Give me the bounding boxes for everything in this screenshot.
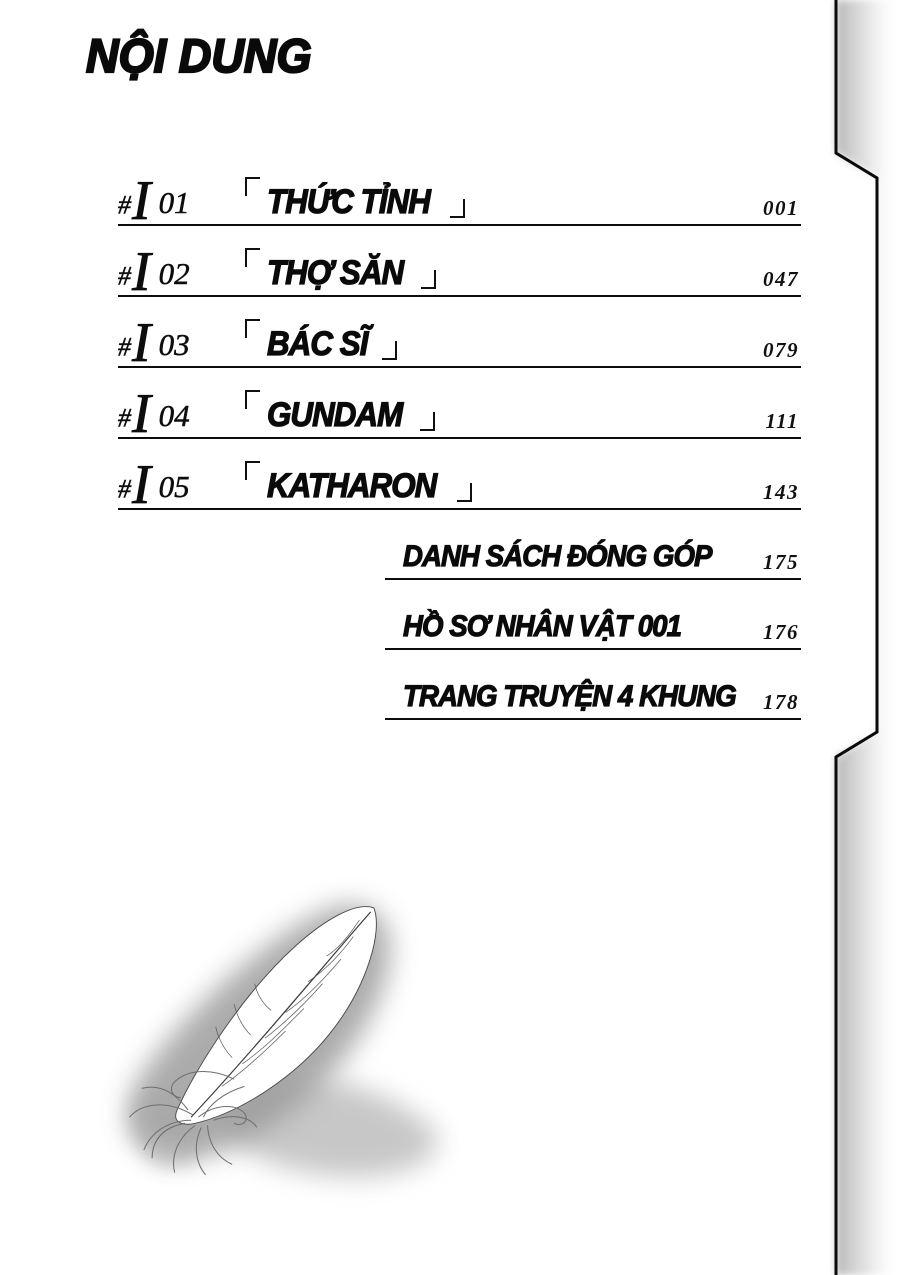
page-number: 143 bbox=[763, 480, 799, 504]
chapter-marker: #I 05 bbox=[118, 453, 190, 516]
chapter-marker: #I 02 bbox=[118, 240, 190, 303]
toc-row-character-file bbox=[385, 586, 801, 650]
extra-title: HỒ SƠ NHÂN VẬT 001 bbox=[403, 610, 682, 643]
bracket-open-icon bbox=[245, 461, 260, 480]
page-number: 175 bbox=[763, 550, 799, 574]
page-number: 001 bbox=[763, 196, 799, 220]
page-number: 079 bbox=[763, 338, 799, 362]
bracket-close-icon bbox=[457, 483, 472, 502]
bracket-close-icon bbox=[450, 199, 465, 218]
extra-title: DANH SÁCH ĐÓNG GÓP bbox=[403, 540, 712, 573]
bracket-open-icon bbox=[245, 248, 260, 267]
toc-row-chapter-03 bbox=[118, 304, 801, 374]
chapter-title: THỨC TỈNH bbox=[245, 175, 465, 219]
page-number: 178 bbox=[763, 690, 799, 714]
toc-row-chapter-02 bbox=[118, 233, 801, 303]
chapter-title: BÁC SĨ bbox=[245, 317, 397, 361]
feather-illustration bbox=[70, 858, 460, 1208]
toc-row-chapter-04 bbox=[118, 375, 801, 445]
page-title: NỘI DUNG bbox=[86, 29, 312, 82]
bracket-open-icon bbox=[245, 177, 260, 196]
bracket-close-icon bbox=[421, 270, 436, 289]
page-number: 111 bbox=[765, 409, 799, 433]
chapter-marker: #I 01 bbox=[118, 169, 190, 232]
bracket-open-icon bbox=[245, 390, 260, 409]
toc-row-chapter-01 bbox=[118, 162, 801, 232]
page-number: 047 bbox=[763, 267, 799, 291]
toc-row-chapter-05 bbox=[118, 446, 801, 516]
toc-row-contributors bbox=[385, 516, 801, 580]
page-number: 176 bbox=[763, 620, 799, 644]
chapter-title: GUNDAM bbox=[245, 388, 435, 432]
chapter-marker: #I 03 bbox=[118, 311, 190, 374]
chapter-title: KATHARON bbox=[245, 459, 472, 503]
toc-row-4koma bbox=[385, 656, 801, 720]
chapter-title: THỢ SĂN bbox=[245, 246, 436, 290]
extra-title: TRANG TRUYỆN 4 KHUNG bbox=[403, 680, 736, 713]
chapter-marker: #I 04 bbox=[118, 382, 190, 445]
bracket-open-icon bbox=[245, 319, 260, 338]
page-edge-border bbox=[830, 0, 900, 1275]
bracket-close-icon bbox=[382, 341, 397, 360]
bracket-close-icon bbox=[420, 412, 435, 431]
